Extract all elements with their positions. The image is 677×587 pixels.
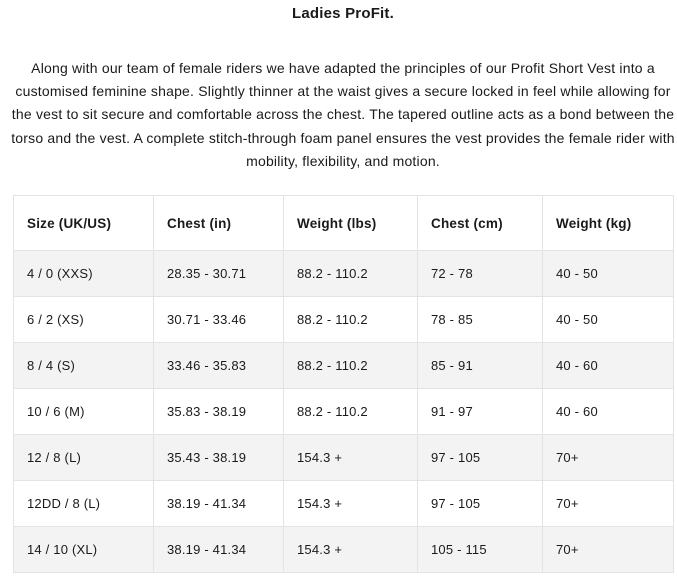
cell-chest-in: 35.83 - 38.19: [154, 389, 284, 435]
table-header-row: [14, 196, 674, 251]
cell-weight-kg: 40 - 50: [543, 297, 674, 343]
cell-size: 4 / 0 (XXS): [14, 251, 154, 297]
cell-chest-in: 30.71 - 33.46: [154, 297, 284, 343]
cell-chest-in: 38.19 - 41.34: [154, 527, 284, 573]
cell-chest-cm: 97 - 105: [418, 481, 543, 527]
cell-chest-cm: 72 - 78: [418, 251, 543, 297]
cell-weight-kg: 40 - 60: [543, 343, 674, 389]
cell-size: 8 / 4 (S): [14, 343, 154, 389]
cell-chest-cm: 78 - 85: [418, 297, 543, 343]
cell-weight-kg: 70+: [543, 435, 674, 481]
header-size: Size (UK/US): [14, 196, 154, 251]
cell-size: 12DD / 8 (L): [14, 481, 154, 527]
cell-weight-kg: 70+: [543, 527, 674, 573]
page-title: Ladies ProFit.: [292, 5, 394, 22]
cell-weight-lbs: 154.3 +: [284, 481, 418, 527]
cell-weight-lbs: 154.3 +: [284, 435, 418, 481]
product-description: Along with our team of female riders we have adapted the principles of our Profit Short Vest into a customised feminine shape. Slightly thinner at the waist gives a secure locked in feel while allowing for the vest to sit secure and comfortable across the chest. The tapered outline acts as a bond between the torso and the vest. A complete stitch-through foam panel ensures the vest provides the female rider with mobility, flexibility, and motion.: [11, 60, 675, 169]
cell-size: 6 / 2 (XS): [14, 297, 154, 343]
cell-chest-cm: 91 - 97: [418, 389, 543, 435]
table-row: [14, 481, 674, 527]
cell-chest-cm: 105 - 115: [418, 527, 543, 573]
size-chart-table: [13, 195, 674, 573]
cell-weight-lbs: 88.2 - 110.2: [284, 343, 418, 389]
header-weight-kg: Weight (kg): [543, 196, 674, 251]
header-weight-lbs: Weight (lbs): [284, 196, 418, 251]
cell-chest-in: 33.46 - 35.83: [154, 343, 284, 389]
table-row: [14, 343, 674, 389]
cell-size: 14 / 10 (XL): [14, 527, 154, 573]
cell-weight-lbs: 88.2 - 110.2: [284, 389, 418, 435]
header-chest-cm: Chest (cm): [418, 196, 543, 251]
cell-chest-in: 38.19 - 41.34: [154, 481, 284, 527]
table-row: [14, 435, 674, 481]
cell-chest-cm: 85 - 91: [418, 343, 543, 389]
table-row: [14, 297, 674, 343]
cell-size: 12 / 8 (L): [14, 435, 154, 481]
cell-weight-lbs: 88.2 - 110.2: [284, 297, 418, 343]
cell-chest-in: 35.43 - 38.19: [154, 435, 284, 481]
cell-weight-lbs: 154.3 +: [284, 527, 418, 573]
cell-weight-kg: 40 - 50: [543, 251, 674, 297]
cell-weight-kg: 70+: [543, 481, 674, 527]
table-row: [14, 527, 674, 573]
cell-weight-lbs: 88.2 - 110.2: [284, 251, 418, 297]
cell-chest-in: 28.35 - 30.71: [154, 251, 284, 297]
header-chest-in: Chest (in): [154, 196, 284, 251]
table-row: [14, 251, 674, 297]
cell-size: 10 / 6 (M): [14, 389, 154, 435]
cell-chest-cm: 97 - 105: [418, 435, 543, 481]
cell-weight-kg: 40 - 60: [543, 389, 674, 435]
table-row: [14, 389, 674, 435]
